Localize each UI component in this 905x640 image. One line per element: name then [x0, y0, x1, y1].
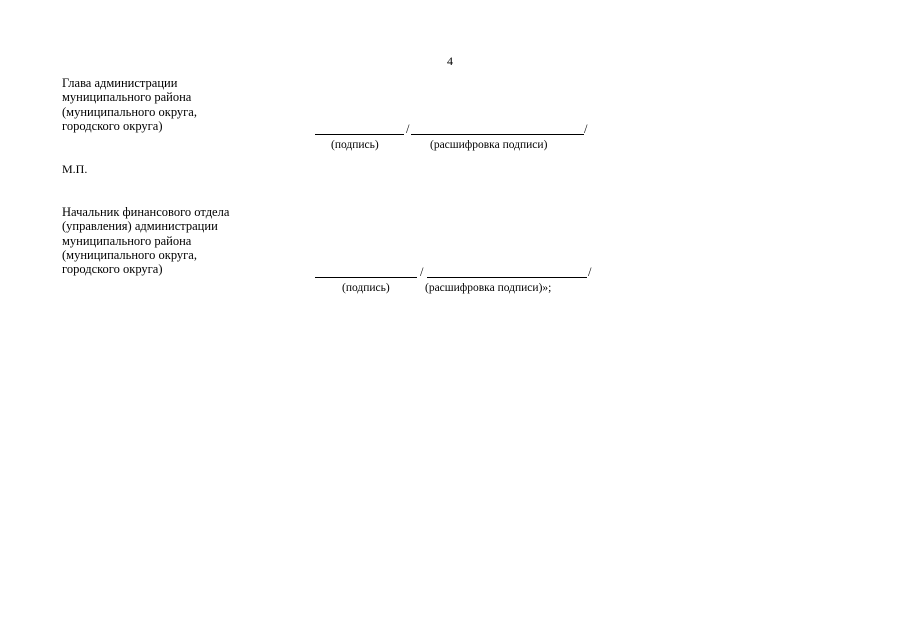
signature-decoding-line — [427, 277, 587, 278]
signature-caption: (подпись) — [331, 139, 379, 151]
head-of-administration-title — [62, 76, 197, 133]
signature-line — [315, 277, 417, 278]
title-line: Глава администрации — [62, 76, 178, 90]
title-line: Начальник финансового отдела — [62, 205, 230, 219]
title-line: муниципального района — [62, 90, 192, 105]
title-line: городского округа) — [62, 118, 163, 133]
signature-decoding-caption: (расшифровка подписи)»; — [425, 282, 552, 294]
seal-placeholder: М.П. — [62, 162, 88, 176]
title-line: (муниципального округа, — [62, 104, 197, 119]
title-line: городского округа) — [62, 262, 163, 277]
page-number: 4 — [447, 54, 453, 68]
signature-caption: (подпись) — [342, 282, 390, 294]
title-line: муниципального района — [62, 233, 192, 248]
separator-slash: / — [584, 122, 588, 136]
signature-decoding-line — [411, 134, 584, 135]
title-line: (муниципального округа, — [62, 247, 197, 262]
signature-line — [315, 134, 404, 135]
title-line: (управления) администрации — [62, 219, 218, 234]
signature-decoding-caption: (расшифровка подписи) — [430, 139, 548, 151]
separator-slash: / — [406, 122, 410, 136]
head-of-finance-title — [62, 205, 229, 276]
separator-slash: / — [420, 265, 424, 279]
separator-slash: / — [588, 265, 592, 279]
